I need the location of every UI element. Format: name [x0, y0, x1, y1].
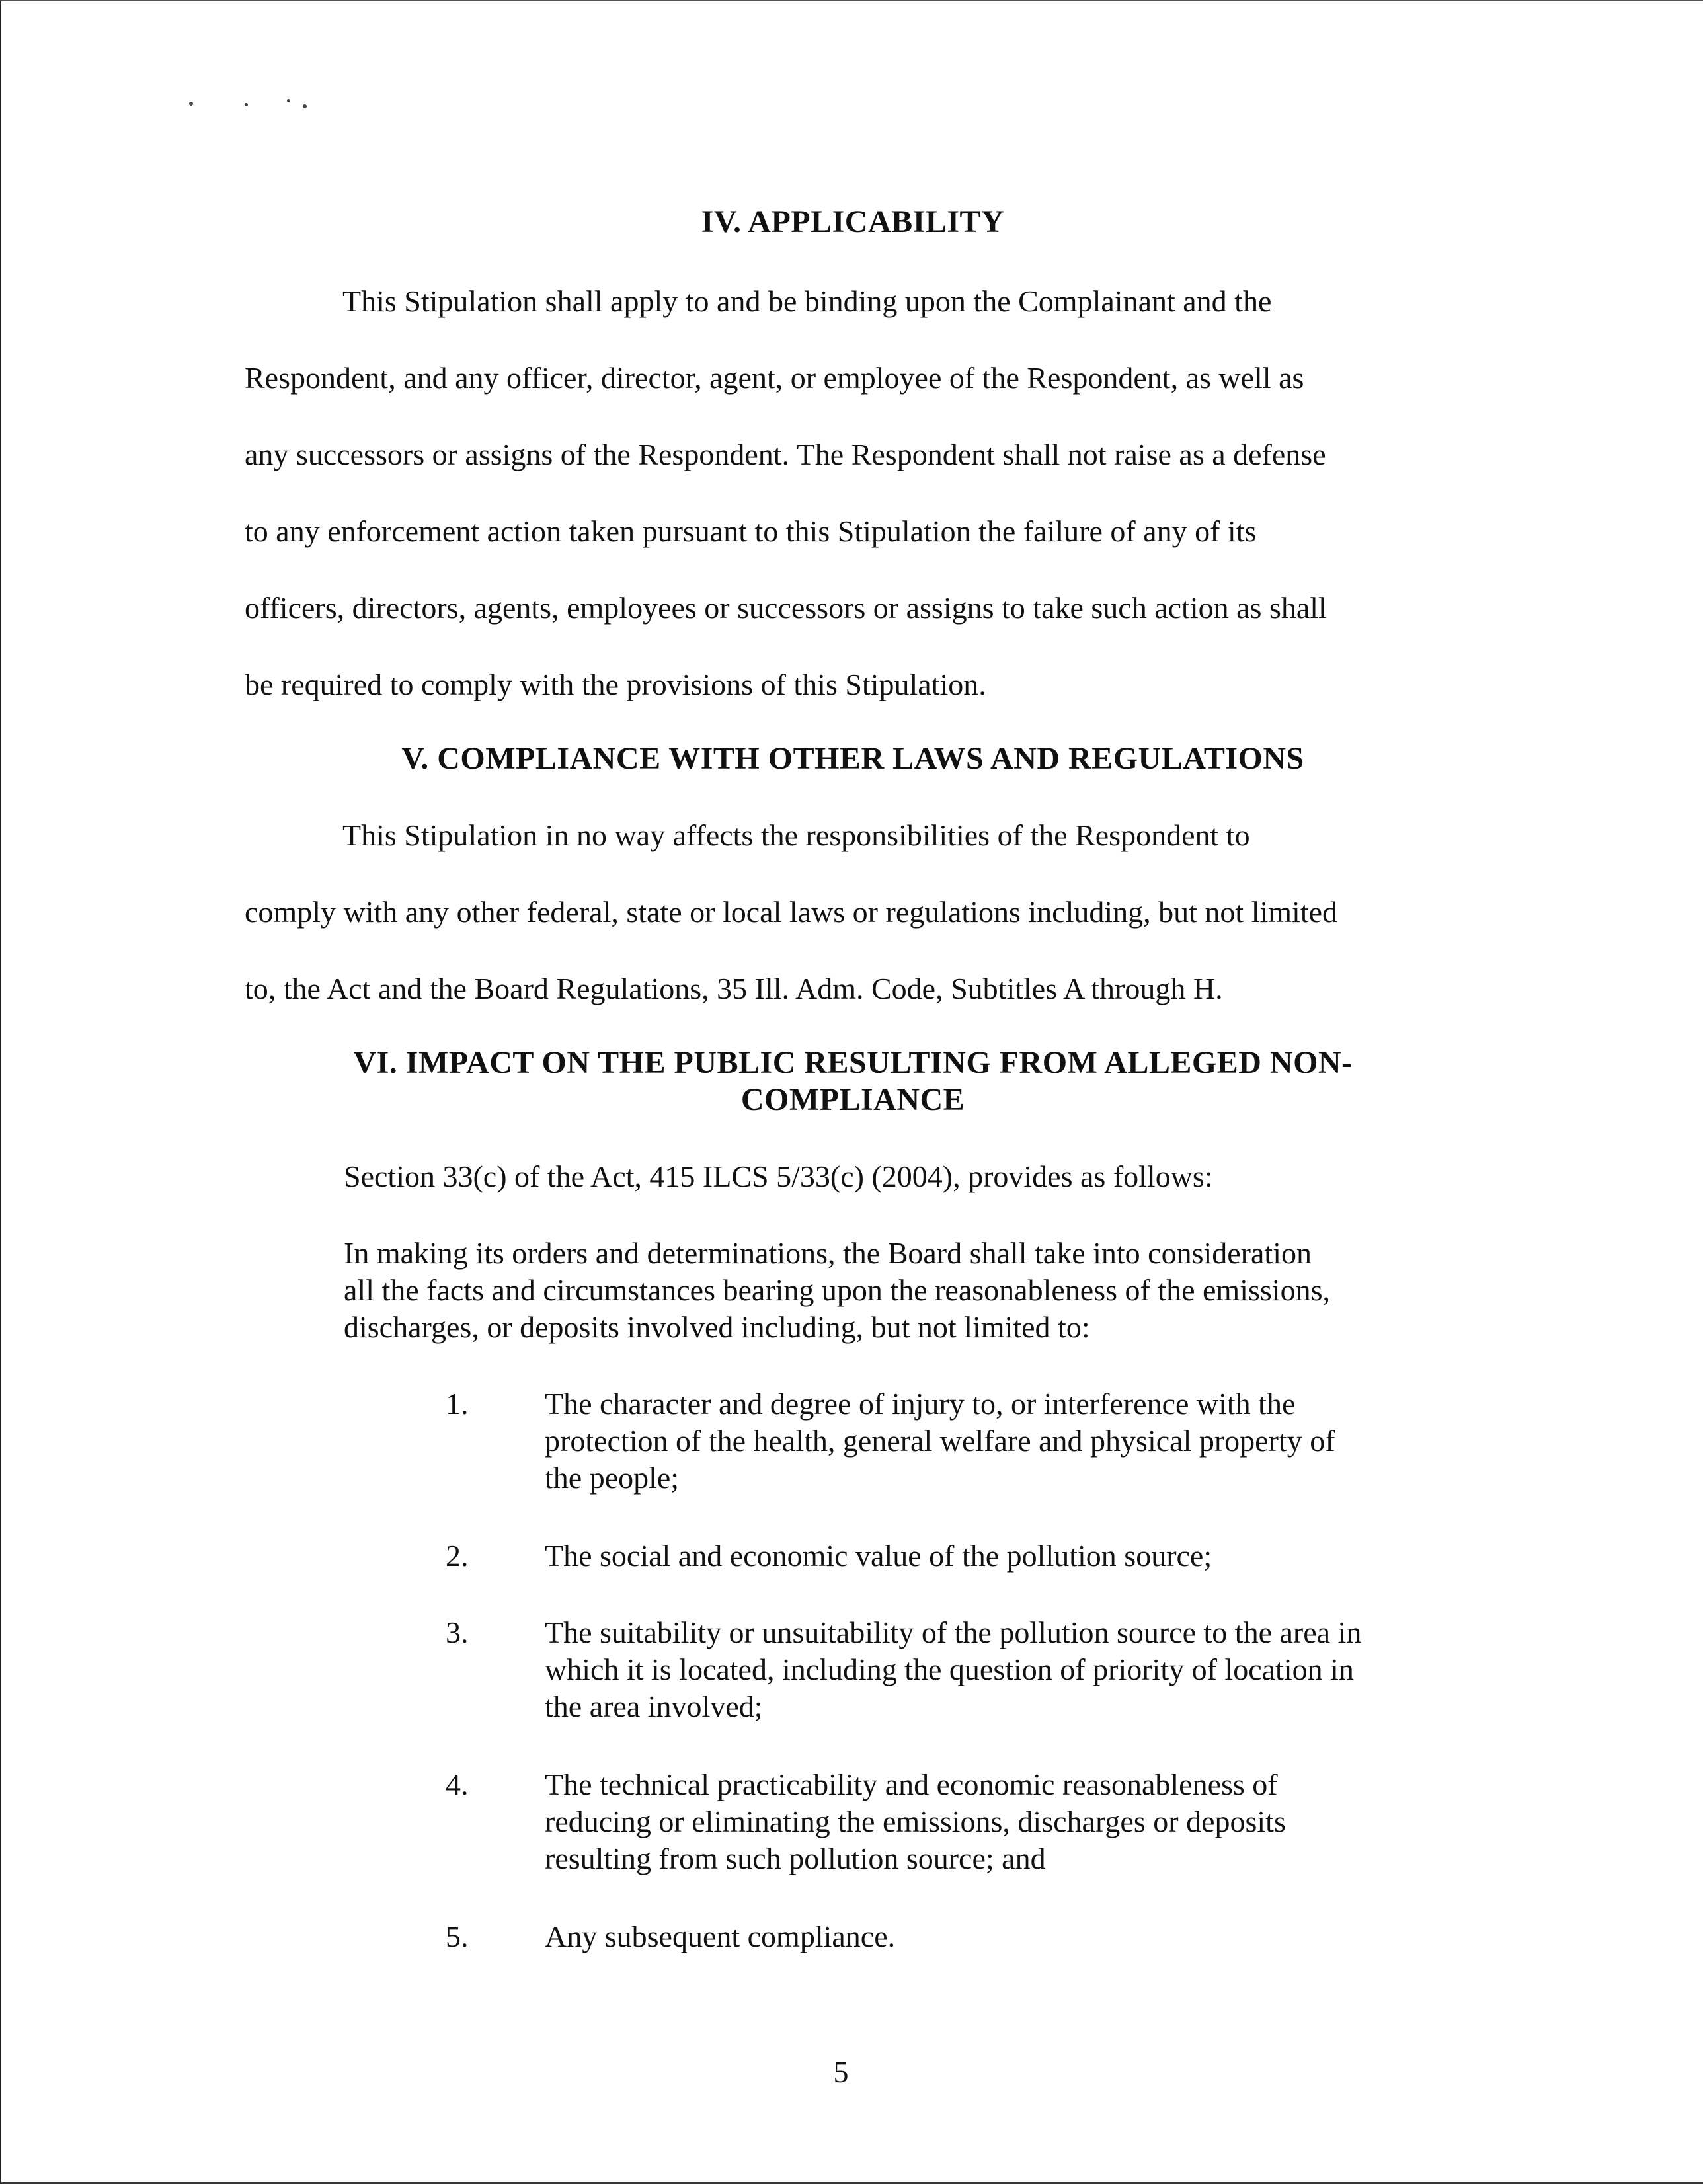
- scan-speck: [303, 104, 307, 108]
- list-item-line: resulting from such pollution source; and: [545, 1842, 1046, 1875]
- list-item-line: Any subsequent compliance.: [545, 1920, 896, 1953]
- paragraph-line: comply with any other federal, state or local laws or regulations including, but not limited: [245, 895, 1338, 929]
- paragraph-line: This Stipulation in no way affects the responsibilities of the Respondent to: [342, 818, 1250, 852]
- section-heading-impact-line2: COMPLIANCE: [740, 1082, 965, 1117]
- list-item-number: 3.: [446, 1616, 469, 1649]
- paragraph-line: officers, directors, agents, employees or successors or assigns to take such action as shall: [245, 591, 1327, 625]
- quote-line: all the facts and circumstances bearing upon the reasonableness of the emissions,: [344, 1273, 1330, 1307]
- scan-speck: [189, 102, 193, 106]
- paragraph-line: any successors or assigns of the Respondent. The Respondent shall not raise as a defense: [245, 438, 1326, 471]
- scan-speck: [245, 103, 248, 106]
- paragraph-line: be required to comply with the provisions of this Stipulation.: [245, 668, 986, 701]
- list-item-line: the people;: [545, 1461, 680, 1495]
- section-heading-applicability: IV. APPLICABILITY: [701, 204, 1005, 239]
- list-item-number: 4.: [446, 1768, 469, 1801]
- section-heading-impact-line1: VI. IMPACT ON THE PUBLIC RESULTING FROM ALLEGED NON-: [353, 1045, 1353, 1080]
- list-item-line: the area involved;: [545, 1690, 763, 1723]
- paragraph-line: to, the Act and the Board Regulations, 35 Ill. Adm. Code, Subtitles A through H.: [245, 972, 1223, 1005]
- section-heading-compliance: V. COMPLIANCE WITH OTHER LAWS AND REGULATIONS: [401, 741, 1304, 776]
- list-item-line: which it is located, including the question of priority of location in: [545, 1653, 1354, 1686]
- list-item-line: The social and economic value of the pollution source;: [545, 1539, 1212, 1573]
- list-item-line: The suitability or unsuitability of the pollution source to the area in: [545, 1616, 1362, 1649]
- list-item-line: The character and degree of injury to, or interference with the: [545, 1387, 1296, 1421]
- statute-intro: Section 33(c) of the Act, 415 ILCS 5/33(c) (2004), provides as follows:: [344, 1159, 1213, 1193]
- paragraph-line: to any enforcement action taken pursuant to this Stipulation the failure of any of its: [245, 514, 1257, 548]
- paragraph-line: This Stipulation shall apply to and be binding upon the Complainant and the: [342, 284, 1272, 318]
- list-item-number: 2.: [446, 1539, 469, 1573]
- page-number: 5: [833, 2055, 849, 2089]
- list-item-line: The technical practicability and economic reasonableness of: [545, 1768, 1278, 1801]
- scan-speck: [287, 99, 290, 102]
- paragraph-line: Respondent, and any officer, director, agent, or employee of the Respondent, as well as: [245, 361, 1304, 395]
- list-item-number: 5.: [446, 1920, 469, 1953]
- list-item-line: reducing or eliminating the emissions, discharges or deposits: [545, 1805, 1286, 1838]
- quote-line: discharges, or deposits involved including, but not limited to:: [344, 1310, 1090, 1344]
- quote-line: In making its orders and determinations, the Board shall take into consideration: [344, 1236, 1312, 1270]
- list-item-number: 1.: [446, 1387, 469, 1421]
- list-item-line: protection of the health, general welfare and physical property of: [545, 1424, 1335, 1458]
